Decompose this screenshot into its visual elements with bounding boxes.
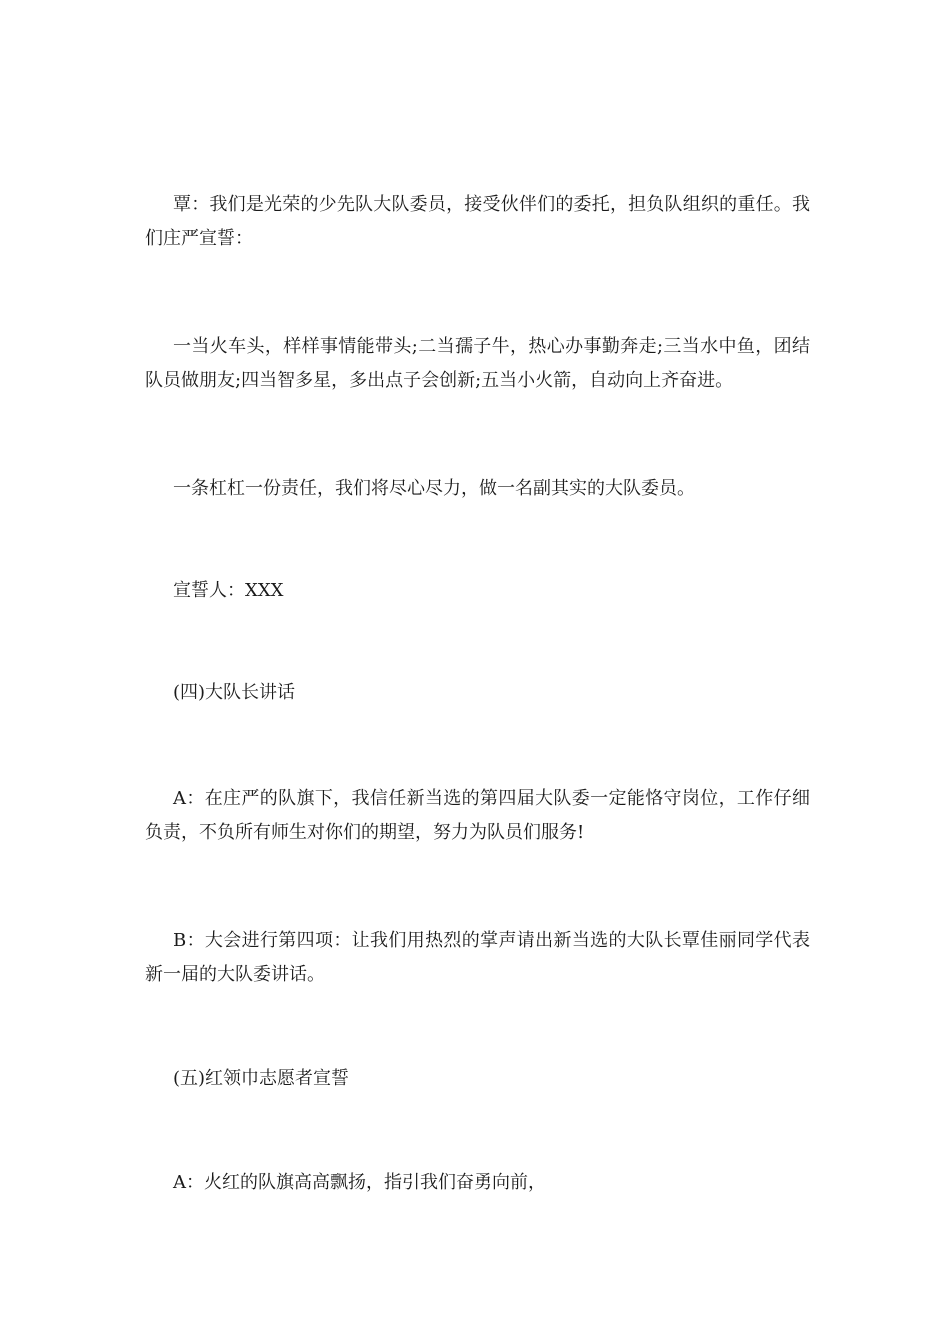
paragraph-speaker-b-agenda: B：大会进行第四项：让我们用热烈的掌声请出新当选的大队长覃佳丽同学代表新一届的大队委讲话。: [145, 930, 810, 985]
paragraph-oath-taker: 宣誓人：XXX: [173, 580, 284, 601]
section-heading-volunteer-oath: (五)红领巾志愿者宣誓: [173, 1068, 350, 1089]
section-heading-captain-speech: (四)大队长讲话: [173, 682, 296, 703]
paragraph-speaker-a-flag: A：火红的队旗高高飘扬，指引我们奋勇向前，: [173, 1172, 546, 1193]
paragraph-oath-five-points: 一当火车头，样样事情能带头;二当孺子牛，热心办事勤奔走;三当水中鱼，团结队员做朋友;四当智多星，多出点子会创新;五当小火箭，自动向上齐奋进。: [145, 336, 810, 391]
paragraph-responsibility: 一条杠杠一份责任，我们将尽心尽力，做一名副其实的大队委员。: [173, 478, 695, 499]
paragraph-speaker-a-trust: A：在庄严的队旗下，我信任新当选的第四届大队委一定能恪守岗位，工作仔细负责，不负所有师生对你们的期望，努力为队员们服务!: [145, 788, 810, 843]
paragraph-oath-intro: 覃：我们是光荣的少先队大队委员，接受伙伴们的委托，担负队组织的重任。我们庄严宣誓：: [145, 194, 810, 249]
